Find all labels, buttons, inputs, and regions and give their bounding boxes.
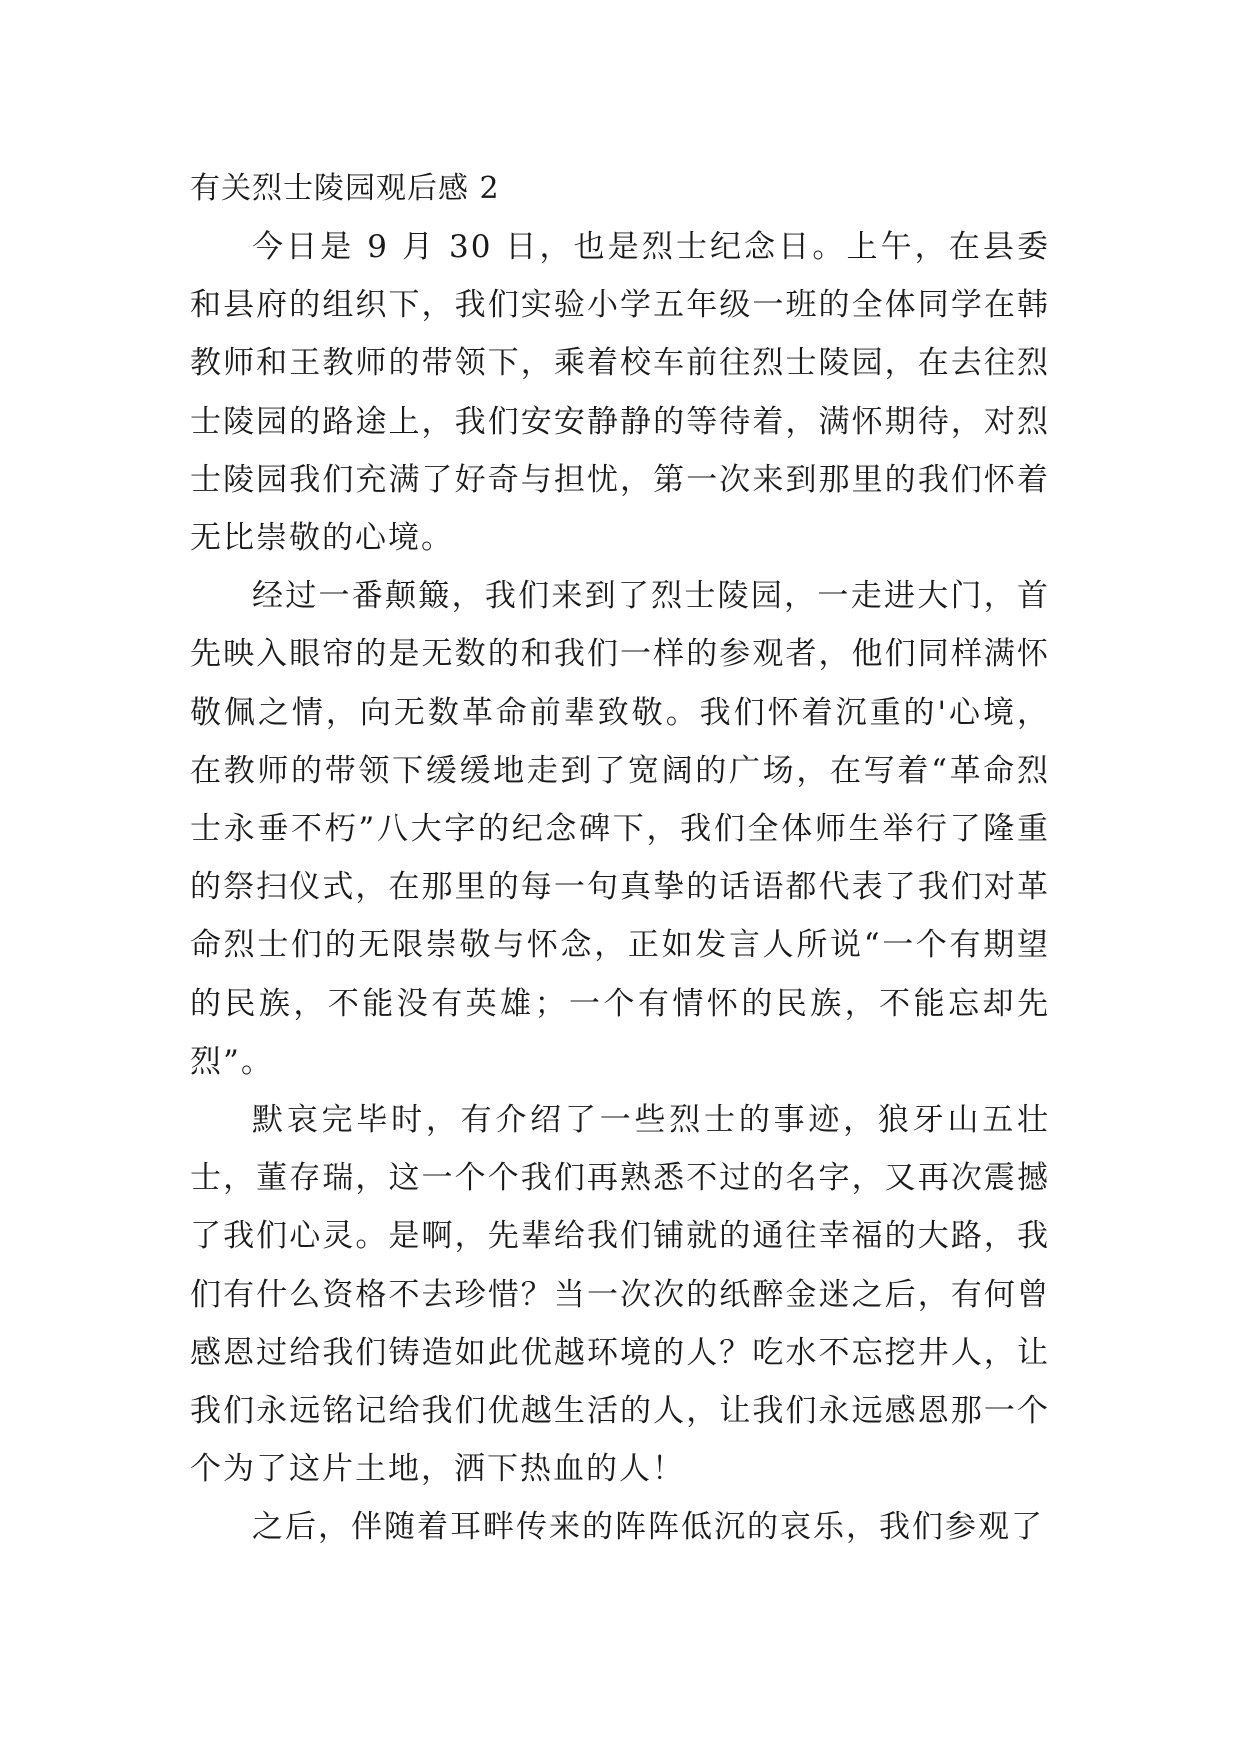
document-title: 有关烈士陵园观后感 2 xyxy=(190,171,500,206)
paragraph-4: 之后，伴随着耳畔传来的阵阵低沉的哀乐，我们参观了 xyxy=(252,1509,1044,1546)
paragraph-2: 经过一番颠簸，我们来到了烈士陵园，一走进大门，首先映入眼帘的是无数的和我们一样的参观者，他们同样满怀敬佩之情，向无数革命前辈致敬。我们怀着沉重的'心境，在教师的带领下缓缓地走到了宽阔的广场，在写着“革命烈士永垂不朽”八大字的纪念碑下，我们全体师生举行了隆重的祭扫仪式，在那里的每一句真挚的话语都代表了我们对革命烈士们的无限崇敬与怀念，正如发言人所说“一个有期望的民族，不能没有英雄；一个有情怀的民族，不能忘却先烈”。 xyxy=(190,578,1050,1080)
document-body xyxy=(190,160,1050,1557)
paragraph-3: 默哀完毕时，有介绍了一些烈士的事迹，狼牙山五壮士，董存瑞，这一个个我们再熟悉不过的名字，又再次震撼了我们心灵。是啊，先辈给我们铺就的通往幸福的大路，我们有什么资格不去珍惜？当一次次的纸醉金迷之后，有何曾感恩过给我们铸造如此优越环境的人？吃水不忘挖井人，让我们永远铭记给我们优越生活的人，让我们永远感恩那一个个为了这片土地，洒下热血的人！ xyxy=(190,1102,1050,1488)
paragraph-1: 今日是 9 月 30 日，也是烈士纪念日。上午，在县委和县府的组织下，我们实验小学五年级一班的全体同学在韩教师和王教师的带领下，乘着校车前往烈士陵园，在去往烈士陵园的路途上，我们安安静静的等待着，满怀期待，对烈士陵园我们充满了好奇与担忧，第一次来到那里的我们怀着无比崇敬的心境。 xyxy=(190,229,1050,557)
